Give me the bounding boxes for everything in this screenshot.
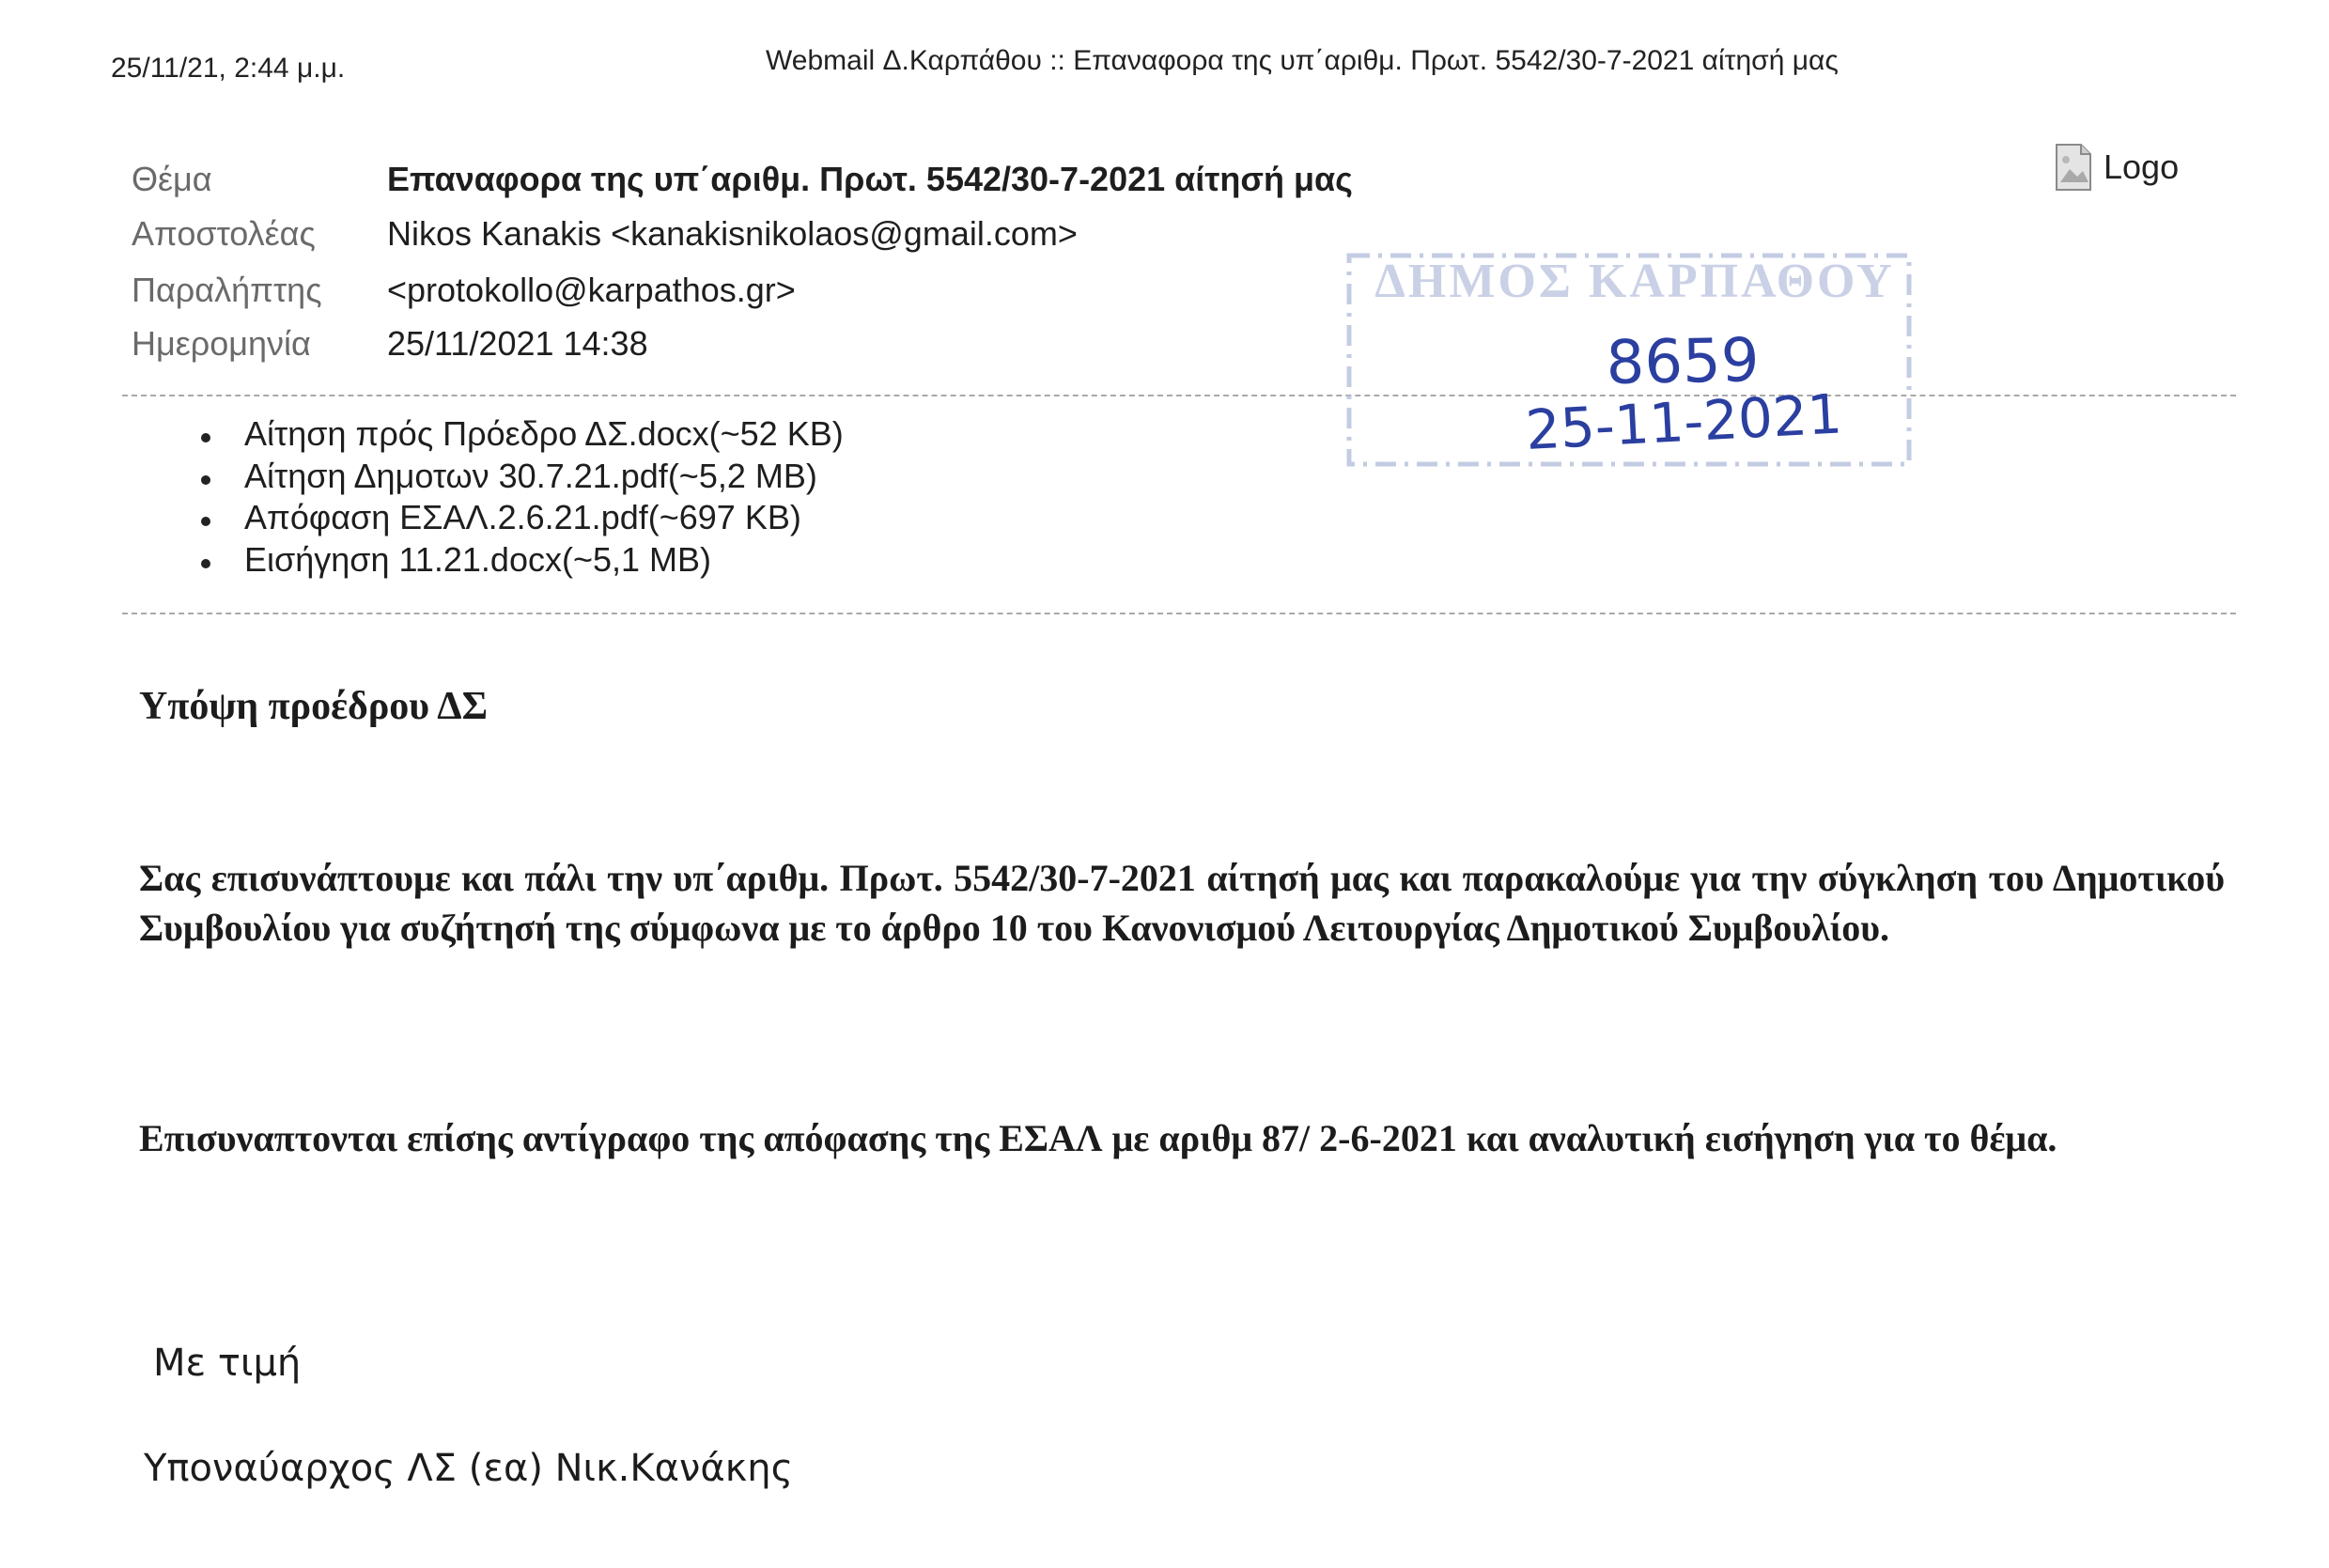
stamp-date: 25-11-2021: [1524, 381, 1844, 462]
broken-image-icon: [2053, 141, 2102, 194]
attachment-size: (~5,2 MB): [667, 456, 817, 495]
attachment-size: (~52 KB): [708, 414, 844, 453]
attachments-divider: [122, 613, 2236, 614]
attachment-item[interactable]: [197, 413, 844, 456]
logo-alt-text: Logo: [2104, 147, 2180, 186]
closing: Με τιμή: [153, 1342, 302, 1385]
greeting: Υπόψη προέδρου ΔΣ: [139, 685, 489, 728]
attachment-name: Αίτηση Δημοτων 30.7.21.pdf: [244, 456, 668, 495]
body-paragraph-2: Επισυναπτονται επίσης αντίγραφο της απόφασης της ΕΣΑΛ με αριθμ 87/ 2-6-2021 και αναλυτική εισήγηση για το θέμα.: [139, 1117, 2057, 1159]
from-value[interactable]: Nikos Kanakis <kanakisnikolaos@gmail.com>: [387, 214, 1078, 253]
attachment-item[interactable]: [197, 497, 844, 539]
attachment-list: [197, 413, 844, 581]
attachment-item[interactable]: [197, 539, 844, 582]
to-value[interactable]: <protokollo@karpathos.gr>: [387, 271, 796, 309]
attachment-item[interactable]: [197, 456, 844, 498]
to-label: Παραλήπτης: [132, 271, 322, 309]
stamp-header: ΔΗΜΟΣ ΚΑΡΠΑΘΟΥ: [1374, 255, 1895, 308]
signature: Υποναύαρχος ΛΣ (εα) Νικ.Κανάκης: [144, 1447, 794, 1490]
date-label: Ημερομηνία: [132, 324, 311, 363]
logo: [2053, 141, 2179, 194]
print-datetime: 25/11/21, 2:44 μ.μ.: [111, 53, 346, 84]
attachment-name: Εισήγηση 11.21.docx: [244, 539, 562, 579]
attachment-size: (~697 KB): [647, 498, 801, 536]
header-divider: [122, 395, 2236, 396]
attachment-name: Απόφαση ΕΣΑΛ.2.6.21.pdf: [244, 498, 648, 536]
attachment-name: Αίτηση πρός Πρόεδρο ΔΣ.docx: [244, 414, 709, 453]
subject-label: Θέμα: [132, 160, 212, 198]
stamp-protocol-number: 8659: [1605, 326, 1761, 398]
subject-value: Επαναφορα της υπ΄αριθμ. Πρωτ. 5542/30-7-2021 αίτησή μας: [387, 160, 1353, 198]
protocol-stamp: [1343, 252, 1917, 473]
body-paragraph-1: Σας επισυνάπτουμε και πάλι την υπ΄αριθμ. Πρωτ. 5542/30-7-2021 αίτησή μας και παρακαλούμε για την σύγκληση του Δημοτικού Συμβουλίου για συζήτησή της σύμφωνα με το άρθρο 10 του Κανονισμού Λειτουργίας Δημοτικού Συμβουλίου.: [139, 857, 2225, 949]
print-page-title: Webmail Δ.Καρπάθου :: Επαναφορα της υπ΄αριθμ. Πρωτ. 5542/30-7-2021 αίτησή μας: [766, 45, 1839, 76]
from-label: Αποστολέας: [132, 214, 316, 253]
date-value: 25/11/2021 14:38: [387, 324, 648, 363]
attachment-size: (~5,1 MB): [561, 539, 712, 579]
